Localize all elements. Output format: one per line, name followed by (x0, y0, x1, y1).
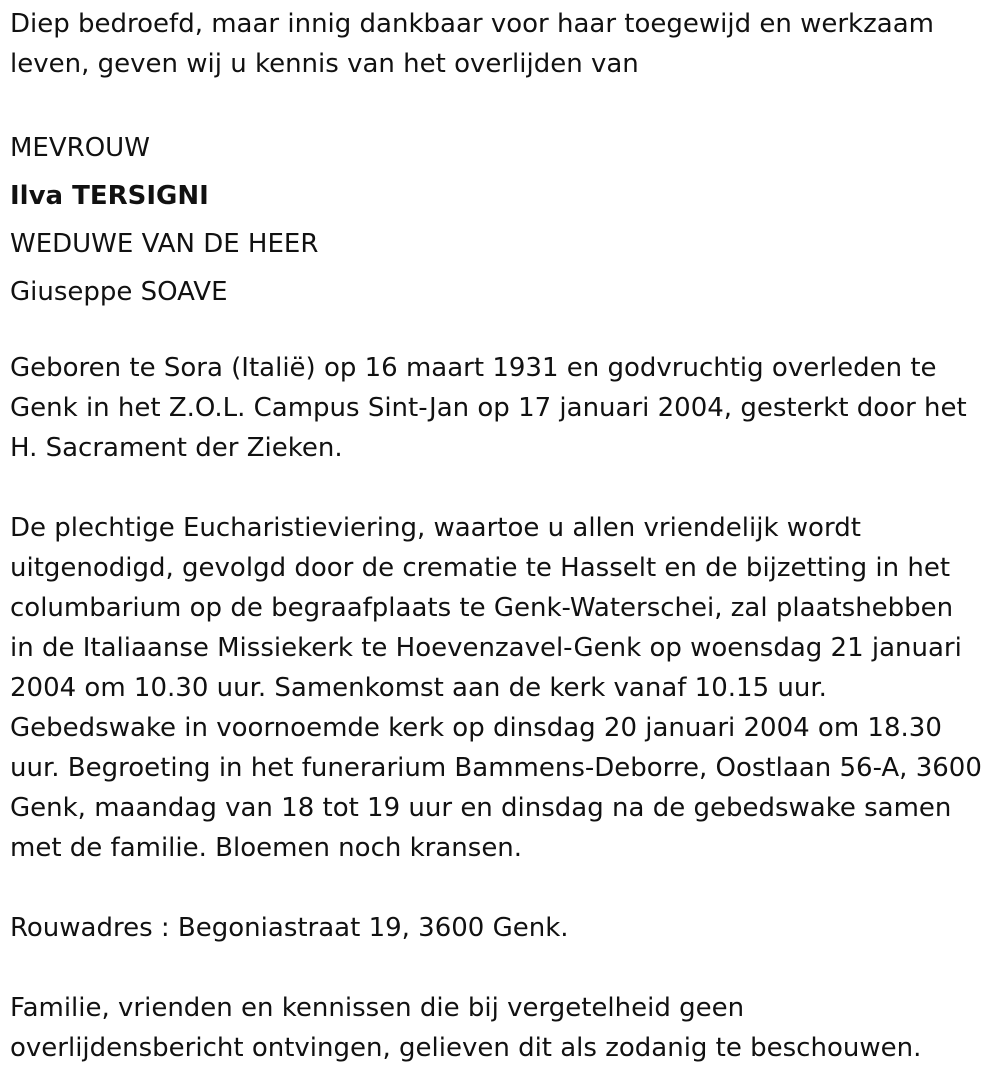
relation-label: WEDUWE VAN DE HEER (10, 229, 319, 259)
closing-paragraph: Familie, vrienden en kennissen die bij vergetelheid geen overlijdensbericht ontvingen, gelieven dit als zodanig te beschouwen. (10, 993, 922, 1063)
intro-paragraph: Diep bedroefd, maar innig dankbaar voor haar toegewijd en werkzaam leven, geven wij u kennis van het overlijden van (10, 9, 934, 79)
spacer (10, 948, 985, 988)
spacer (10, 84, 985, 124)
spacer (10, 468, 985, 508)
spacer (10, 316, 985, 348)
deceased-name: Ilva TERSIGNI (10, 181, 209, 211)
birth-death-paragraph: Geboren te Sora (Italië) op 16 maart 1931 en godvruchtig overleden te Genk in het Z.O.L. Campus Sint-Jan op 17 januari 2004, gesterkt door het H. Sacrament der Zieken. (10, 353, 967, 463)
obituary-document (10, 4, 985, 1068)
spouse-name: Giuseppe SOAVE (10, 277, 228, 307)
honorific-title: MEVROUW (10, 133, 150, 163)
name-block (10, 124, 985, 316)
address-line: Rouwadres : Begoniastraat 19, 3600 Genk. (10, 913, 569, 943)
ceremony-paragraph: De plechtige Eucharistieviering, waartoe u allen vriendelijk wordt uitgenodigd, gevolgd door de crematie te Hasselt en de bijzetting in het columbarium op de begraafplaats te Genk-Waterschei, zal plaatshebben in de Italiaanse Missiekerk te Hoevenzavel-Genk op woensdag 21 januari 2004 om 10.30 uur. Samenkomst aan de kerk vanaf 10.15 uur. Gebedswake in voornoemde kerk op dinsdag 20 januari 2004 om 18.30 uur. Begroeting in het funerarium Bammens-Deborre, Oostlaan 56-A, 3600 Genk, maandag van 18 tot 19 uur en dinsdag na de gebedswake samen met de familie. Bloemen noch kransen. (10, 513, 982, 863)
spacer (10, 868, 985, 908)
